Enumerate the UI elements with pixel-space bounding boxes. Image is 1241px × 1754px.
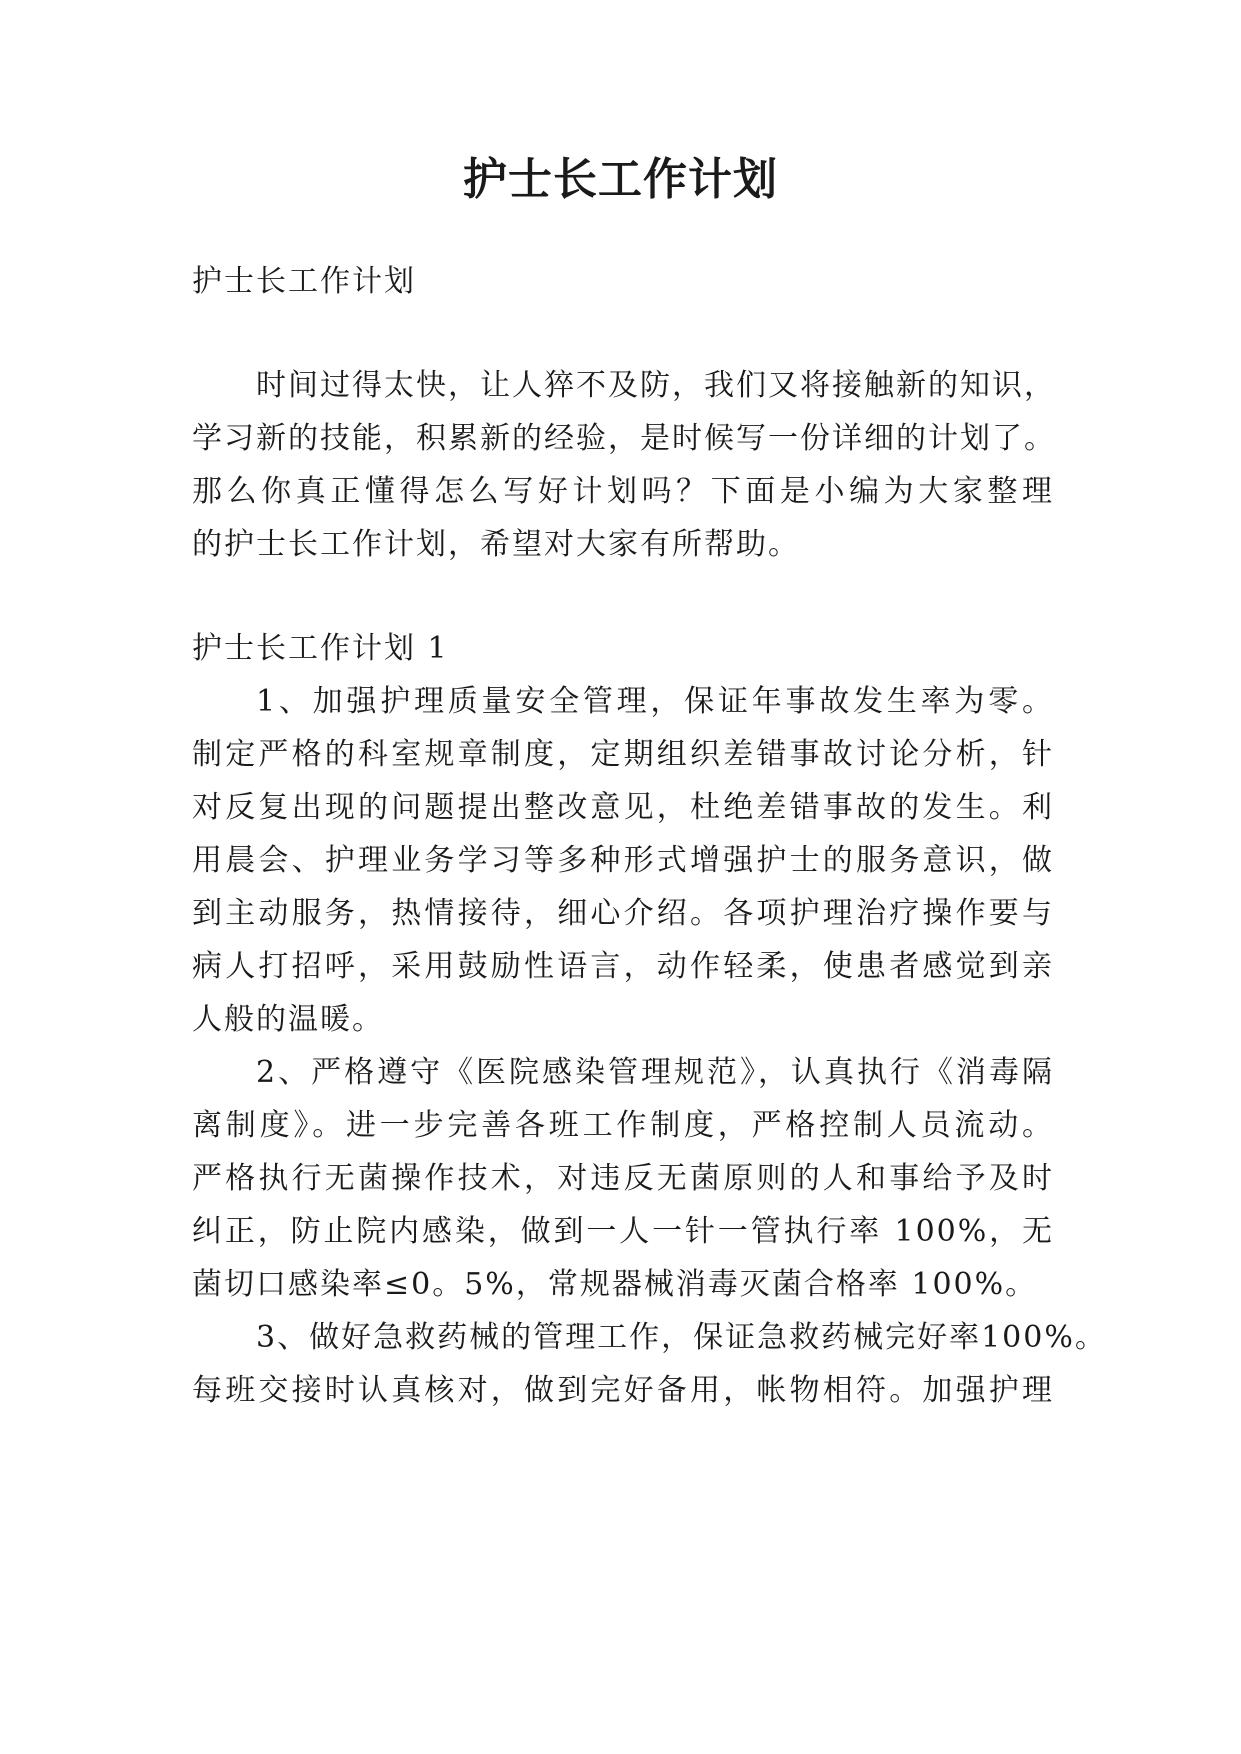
section-heading: 护士长工作计划 1	[192, 631, 449, 666]
intro-line: 的护士长工作计划，希望对大家有所帮助。	[192, 527, 800, 562]
item2-line: 纠正，防止院内感染，做到一人一针一管执行率 100%，无	[192, 1214, 1054, 1249]
item1-line: 制定严格的科室规章制度，定期组织差错事故讨论分析，针	[192, 737, 1054, 772]
document-title: 护士长工作计划	[463, 154, 778, 205]
document-subtitle: 护士长工作计划	[192, 264, 416, 299]
item2-line: 离制度》。进一步完善各班工作制度，严格控制人员流动。	[192, 1108, 1054, 1143]
item3-line: 3、做好急救药械的管理工作，保证急救药械完好率100%。	[256, 1320, 1107, 1355]
intro-line: 那么你真正懂得怎么写好计划吗？下面是小编为大家整理	[192, 474, 1054, 509]
item3-line: 每班交接时认真核对，做到完好备用，帐物相符。加强护理	[192, 1373, 1054, 1408]
item2-line: 严格执行无菌操作技术，对违反无菌原则的人和事给予及时	[192, 1161, 1054, 1196]
item1-line: 对反复出现的问题提出整改意见，杜绝差错事故的发生。利	[192, 790, 1054, 825]
item1-line: 病人打招呼，采用鼓励性语言，动作轻柔，使患者感觉到亲	[192, 949, 1054, 984]
item2-line: 2、严格遵守《医院感染管理规范》，认真执行《消毒隔	[256, 1055, 1054, 1090]
intro-line: 时间过得太快，让人猝不及防，我们又将接触新的知识，	[256, 368, 1056, 403]
intro-line: 学习新的技能，积累新的经验，是时候写一份详细的计划了。	[192, 421, 1056, 456]
item2-line: 菌切口感染率≤0。5%，常规器械消毒灭菌合格率 100%。	[192, 1267, 1038, 1302]
item1-line: 用晨会、护理业务学习等多种形式增强护士的服务意识，做	[192, 843, 1054, 878]
item1-line: 人般的温暖。	[192, 1002, 384, 1037]
item1-line: 1、加强护理质量安全管理，保证年事故发生率为零。	[256, 684, 1054, 719]
item1-line: 到主动服务，热情接待，细心介绍。各项护理治疗操作要与	[192, 896, 1054, 931]
